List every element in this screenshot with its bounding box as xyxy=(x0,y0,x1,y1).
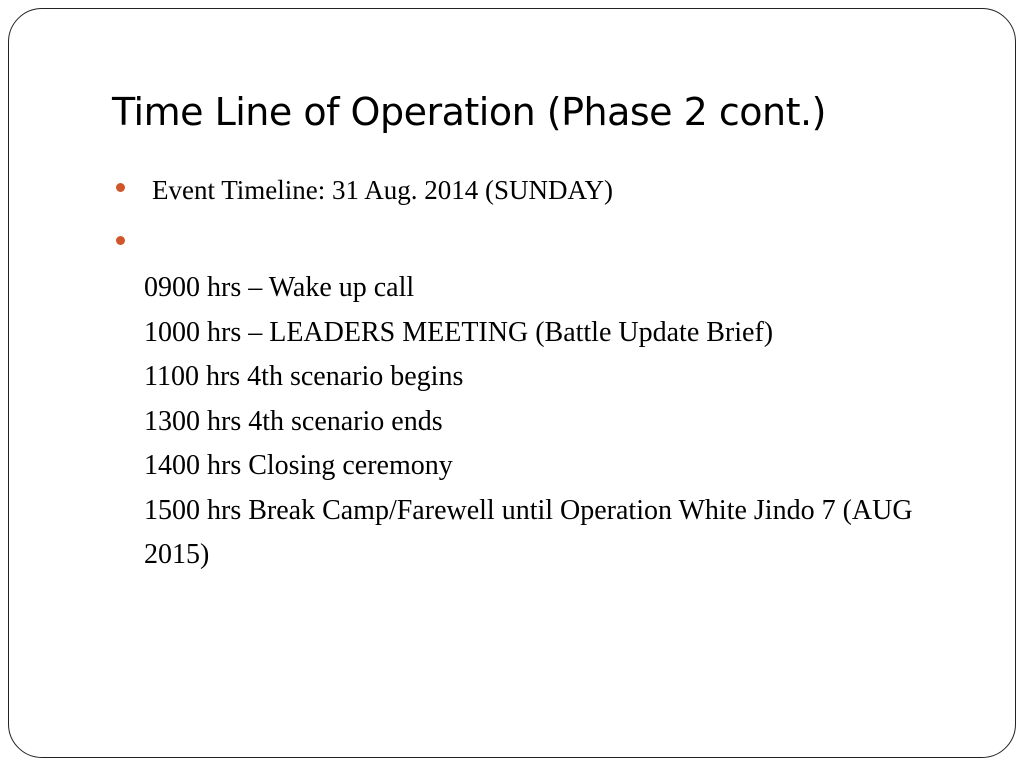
timeline-item: 0900 hrs – Wake up call xyxy=(144,272,415,303)
timeline-item: 1300 hrs 4th scenario ends xyxy=(144,405,443,437)
bullet-event-timeline: Event Timeline: 31 Aug. 2014 (SUNDAY) xyxy=(152,175,614,205)
bullet-dot-icon xyxy=(116,236,125,245)
timeline-item: 1000 hrs – LEADERS MEETING (Battle Update Brief) xyxy=(144,316,774,348)
timeline-item: 1400 hrs Closing ceremony xyxy=(144,450,453,481)
timeline-item: 1500 hrs Break Camp/Farewell until Operation White Jindo 7 (AUG 2015) xyxy=(144,494,913,570)
slide-title: Time Line of Operation (Phase 2 cont.) xyxy=(112,90,826,134)
bullet-dot-icon xyxy=(116,183,125,192)
timeline-item: 1100 hrs 4th scenario begins xyxy=(144,361,464,392)
timeline-list xyxy=(144,266,964,578)
